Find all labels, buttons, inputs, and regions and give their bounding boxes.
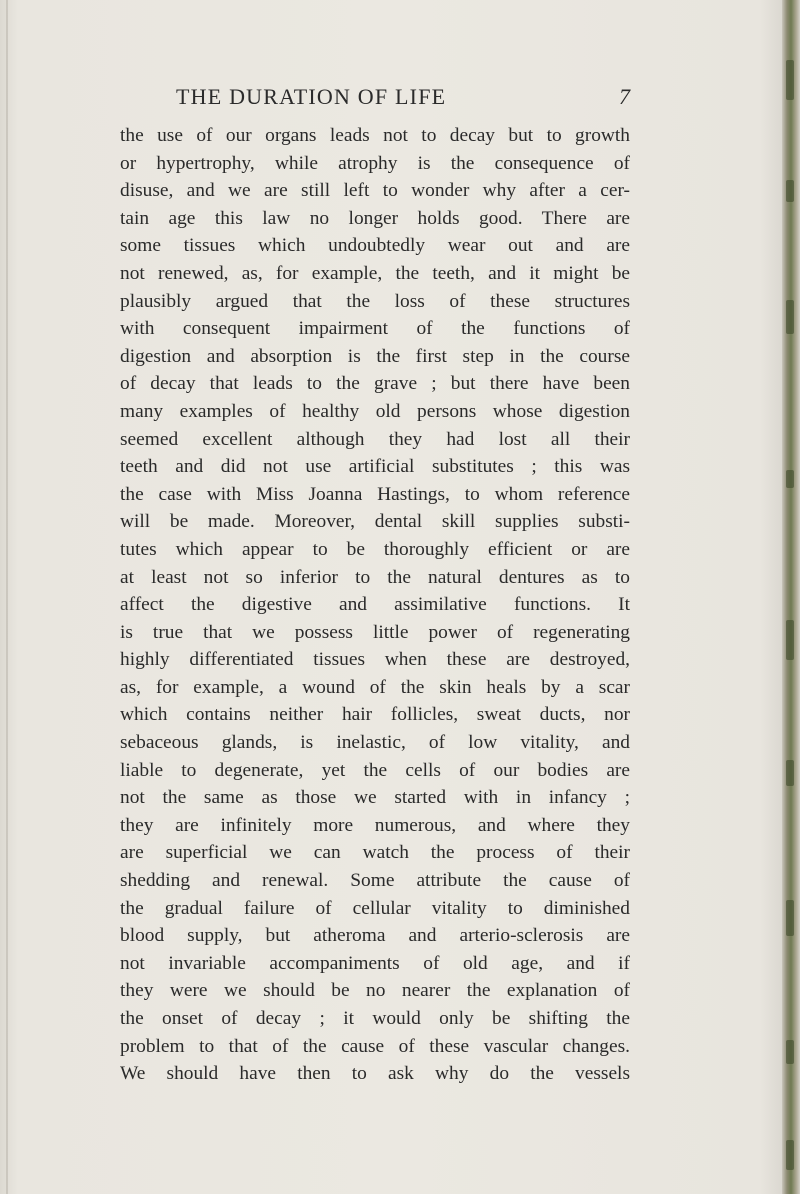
text-line: of decay that leads to the grave ; but there have been [120, 373, 630, 395]
text-line: affect the digestive and assimilative functions. It [120, 594, 630, 616]
page-number: 7 [619, 84, 630, 109]
text-line: at least not so inferior to the natural dentures as to [120, 566, 630, 588]
text-line: seemed excellent although they had lost all their [120, 428, 630, 450]
body-text [120, 122, 630, 1088]
page-header [120, 84, 630, 114]
text-line: not the same as those we started with in infancy ; [120, 787, 630, 809]
text-line: with consequent impairment of the functions of [120, 318, 630, 340]
text-line: shedding and renewal. Some attribute the cause of [120, 870, 630, 892]
text-line: which contains neither hair follicles, sweat ducts, nor [120, 704, 630, 726]
text-line: teeth and did not use artificial substitutes ; this was [120, 456, 630, 478]
text-line: is true that we possess little power of regenerating [120, 621, 630, 643]
text-line: many examples of healthy old persons whose digestion [120, 400, 630, 422]
text-line: not renewed, as, for example, the teeth, and it might be [120, 262, 630, 284]
text-line: highly differentiated tissues when these are destroyed, [120, 649, 630, 671]
text-line: tutes which appear to be thoroughly efficient or are [120, 538, 630, 560]
text-line: We should have then to ask why do the vessels [120, 1063, 630, 1085]
running-head: THE DURATION OF LIFE [176, 84, 447, 109]
text-line: digestion and absorption is the first step in the course [120, 345, 630, 367]
text-line: sebaceous glands, is inelastic, of low vitality, and [120, 732, 630, 754]
text-line: plausibly argued that the loss of these structures [120, 290, 630, 312]
text-line: as, for example, a wound of the skin heals by a scar [120, 676, 630, 698]
text-line: problem to that of the cause of these vascular changes. [120, 1035, 630, 1057]
text-line: they are infinitely more numerous, and where they [120, 814, 630, 836]
text-line: liable to degenerate, yet the cells of our bodies are [120, 759, 630, 781]
text-line: some tissues which undoubtedly wear out and are [120, 235, 630, 257]
text-line: disuse, and we are still left to wonder why after a cer- [120, 180, 630, 202]
text-line: will be made. Moreover, dental skill supplies substi- [120, 511, 630, 533]
text-line: the gradual failure of cellular vitality to diminished [120, 897, 630, 919]
text-line: the onset of decay ; it would only be shifting the [120, 1008, 630, 1029]
text-line: not invariable accompaniments of old age, and if [120, 952, 630, 974]
text-line: tain age this law no longer holds good. There are [120, 207, 630, 229]
text-line: the use of our organs leads not to decay but to growth [120, 125, 630, 146]
text-line: they were we should be no nearer the explanation of [120, 980, 630, 1002]
text-line: or hypertrophy, while atrophy is the consequence of [120, 152, 630, 174]
page-gutter-edge [6, 0, 8, 1194]
page-binding-edge [782, 0, 800, 1194]
text-line: are superficial we can watch the process of their [120, 842, 630, 864]
text-line: blood supply, but atheroma and arterio-sclerosis are [120, 925, 630, 947]
text-line: the case with Miss Joanna Hastings, to whom reference [120, 483, 630, 505]
